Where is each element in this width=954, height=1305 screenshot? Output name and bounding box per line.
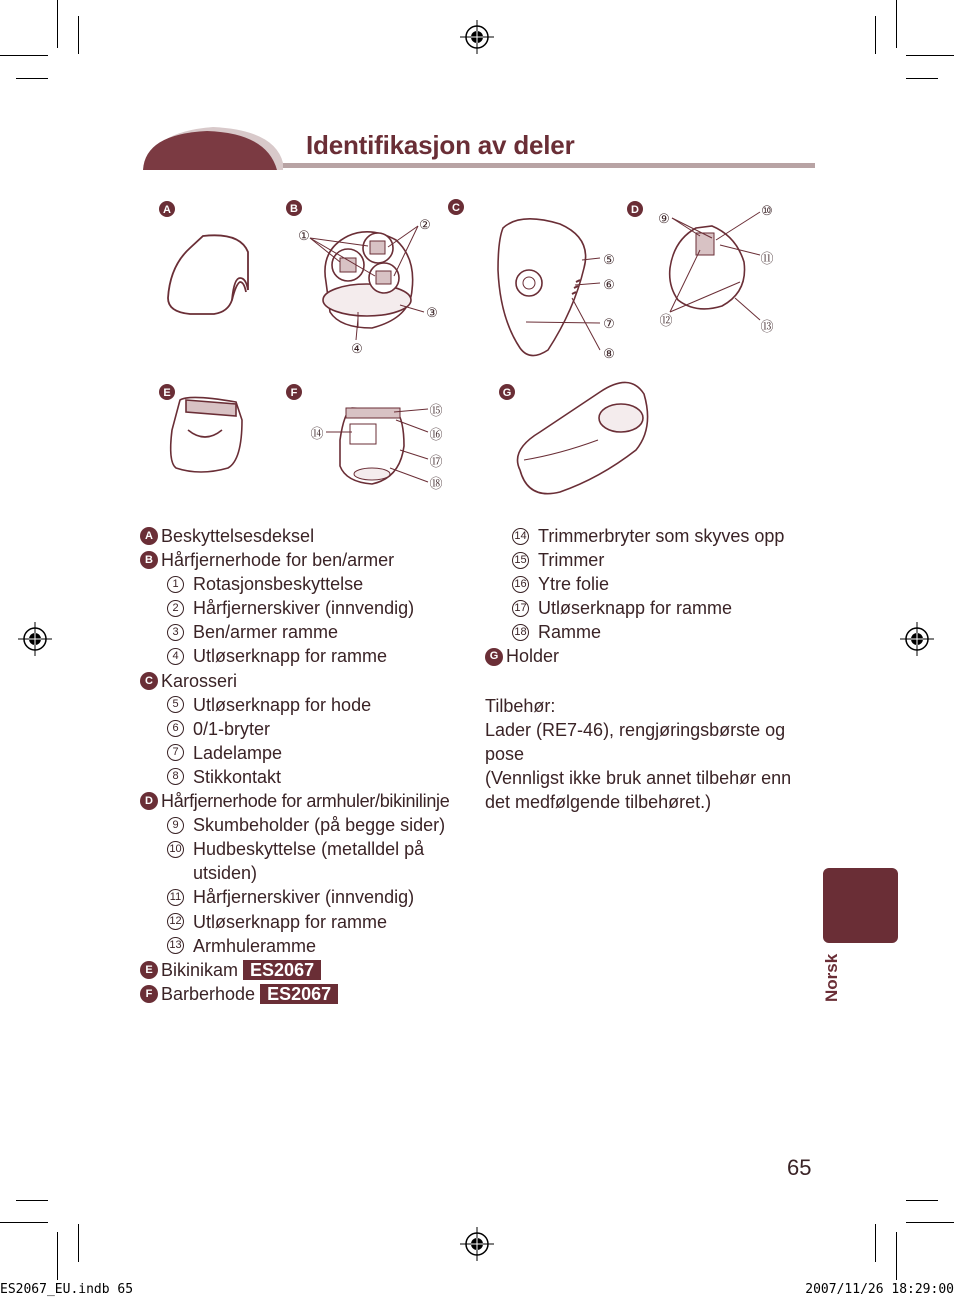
svg-text:E: E: [163, 387, 171, 399]
svg-text:C: C: [452, 202, 460, 214]
figure-letter-d: [627, 201, 643, 217]
list-item: 13 Armhuleramme: [140, 934, 475, 958]
figure-number-9: ⑨: [658, 211, 670, 226]
letter-badge: G: [485, 648, 503, 666]
figure-letter-b: [286, 200, 302, 216]
number-badge: 9: [167, 817, 184, 834]
number-badge: 5: [167, 696, 184, 713]
epilator-body-drawing: [498, 219, 586, 356]
footer-timestamp: 2007/11/26 18:29:00: [805, 1282, 954, 1297]
figure-number-7: ⑦: [603, 316, 615, 331]
list-item: 7 Ladelampe: [140, 741, 475, 765]
figure-number-11: ⑪: [760, 251, 774, 266]
figure-letter-a: [159, 201, 175, 217]
list-item: 3 Ben/armer ramme: [140, 620, 475, 644]
list-item: D Hårfjernerhode for armhuler/bikinilinje: [140, 789, 475, 813]
letter-badge: B: [140, 551, 158, 569]
number-badge: 7: [167, 744, 184, 761]
figure-letter-c: [448, 199, 464, 215]
letter-badge: F: [140, 985, 158, 1003]
number-badge: 6: [167, 720, 184, 737]
list-item: 12 Utløserknapp for ramme: [140, 910, 475, 934]
list-item: 8 Stikkontakt: [140, 765, 475, 789]
holder-drawing: [518, 382, 648, 493]
list-item: 4 Utløserknapp for ramme: [140, 644, 475, 668]
svg-text:D: D: [631, 204, 639, 216]
number-badge: 3: [167, 624, 184, 641]
list-item: 17 Utløserknapp for ramme: [485, 596, 805, 620]
number-badge: 18: [512, 624, 529, 641]
figure-number-8: ⑧: [603, 346, 615, 361]
figure-number-10: ⑩: [761, 203, 773, 218]
list-item: A Beskyttelsesdeksel: [140, 524, 475, 548]
figure-letter-f: [286, 384, 302, 400]
list-item: C Karosseri: [140, 669, 475, 693]
figure-number-4: ④: [351, 341, 363, 356]
figure-number-1: ①: [298, 228, 310, 243]
page-title: Identifikasjon av deler: [306, 130, 575, 160]
figure-number-14: ⑭: [310, 426, 324, 441]
svg-text:B: B: [290, 203, 298, 215]
figure-number-13: ⑬: [760, 319, 774, 334]
list-item: 15 Trimmer: [485, 548, 805, 572]
number-badge: 1: [167, 576, 184, 593]
number-badge: 11: [167, 889, 184, 906]
figure-number-12: ⑫: [659, 313, 673, 328]
list-item: 9 Skumbeholder (på begge sider): [140, 813, 475, 837]
number-badge: 15: [512, 552, 529, 569]
list-item: 1 Rotasjonsbeskyttelse: [140, 572, 475, 596]
registration-mark-bottom: [460, 1227, 494, 1261]
letter-badge: A: [140, 527, 158, 545]
number-badge: 17: [512, 600, 529, 617]
accessories-block: [485, 694, 805, 814]
registration-mark-right: [900, 622, 934, 656]
number-badge: 16: [512, 576, 529, 593]
svg-text:G: G: [502, 387, 512, 399]
accessories-items: Lader (RE7-46), rengjøringsbørste og pose: [485, 720, 786, 765]
list-item: 18 Ramme: [485, 620, 805, 644]
number-badge: 8: [167, 768, 184, 785]
registration-mark-left: [18, 622, 52, 656]
list-item: E Bikinikam ES2067: [140, 958, 475, 982]
letter-badge: C: [140, 672, 158, 690]
figure-number-16: ⑯: [429, 427, 443, 442]
list-item: G Holder: [485, 644, 805, 668]
figure-number-17: ⑰: [429, 454, 443, 469]
list-item: 14 Trimmerbryter som skyves opp: [485, 524, 805, 548]
number-badge: 12: [167, 913, 184, 930]
figure-letter-g: [499, 384, 515, 400]
model-badge: ES2067: [260, 984, 338, 1004]
figure-number-2: ②: [419, 217, 431, 232]
accessories-heading: Tilbehør:: [485, 696, 556, 716]
figure-number-6: ⑥: [603, 277, 615, 292]
number-badge: 13: [167, 937, 184, 954]
shaver-head-drawing: [340, 408, 404, 484]
model-badge: ES2067: [243, 960, 321, 980]
list-item: 2 Hårfjernerskiver (innvendig): [140, 596, 475, 620]
list-item: 11 Hårfjernerskiver (innvendig): [140, 885, 475, 909]
list-item: 6 0/1-bryter: [140, 717, 475, 741]
figure-number-15: ⑮: [429, 403, 443, 418]
page-number: 65: [787, 1155, 812, 1180]
bikini-comb-drawing: [171, 397, 242, 472]
figure-letter-e: [159, 384, 175, 400]
figure-number-3: ③: [426, 305, 438, 320]
number-badge: 10: [167, 841, 184, 858]
number-badge: 4: [167, 648, 184, 665]
parts-list-right: [485, 524, 805, 669]
figure-number-5: ⑤: [603, 252, 615, 267]
list-item: B Hårfjernerhode for ben/armer: [140, 548, 475, 572]
svg-text:F: F: [290, 387, 298, 399]
protective-cap-drawing: [168, 235, 248, 314]
list-item: 16 Ytre folie: [485, 572, 805, 596]
letter-badge: D: [140, 792, 158, 810]
language-label: Norsk: [822, 953, 841, 1002]
parts-illustration: [0, 0, 954, 520]
list-item: 10 Hudbeskyttelse (metalldel på utsiden): [140, 837, 475, 885]
list-item: F Barberhode ES2067: [140, 982, 475, 1006]
number-badge: 14: [512, 528, 529, 545]
figure-number-18: ⑱: [429, 476, 443, 491]
list-item: 5 Utløserknapp for hode: [140, 693, 475, 717]
number-badge: 2: [167, 600, 184, 617]
svg-text:A: A: [163, 204, 171, 216]
accessories-note: (Vennligst ikke bruk annet tilbehør enn det medfølgende tilbehøret.): [485, 768, 792, 813]
footer-file-info: ES2067_EU.indb 65: [0, 1282, 134, 1297]
parts-list-left: [140, 524, 475, 1006]
letter-badge: E: [140, 961, 158, 979]
language-tab: [823, 868, 898, 943]
